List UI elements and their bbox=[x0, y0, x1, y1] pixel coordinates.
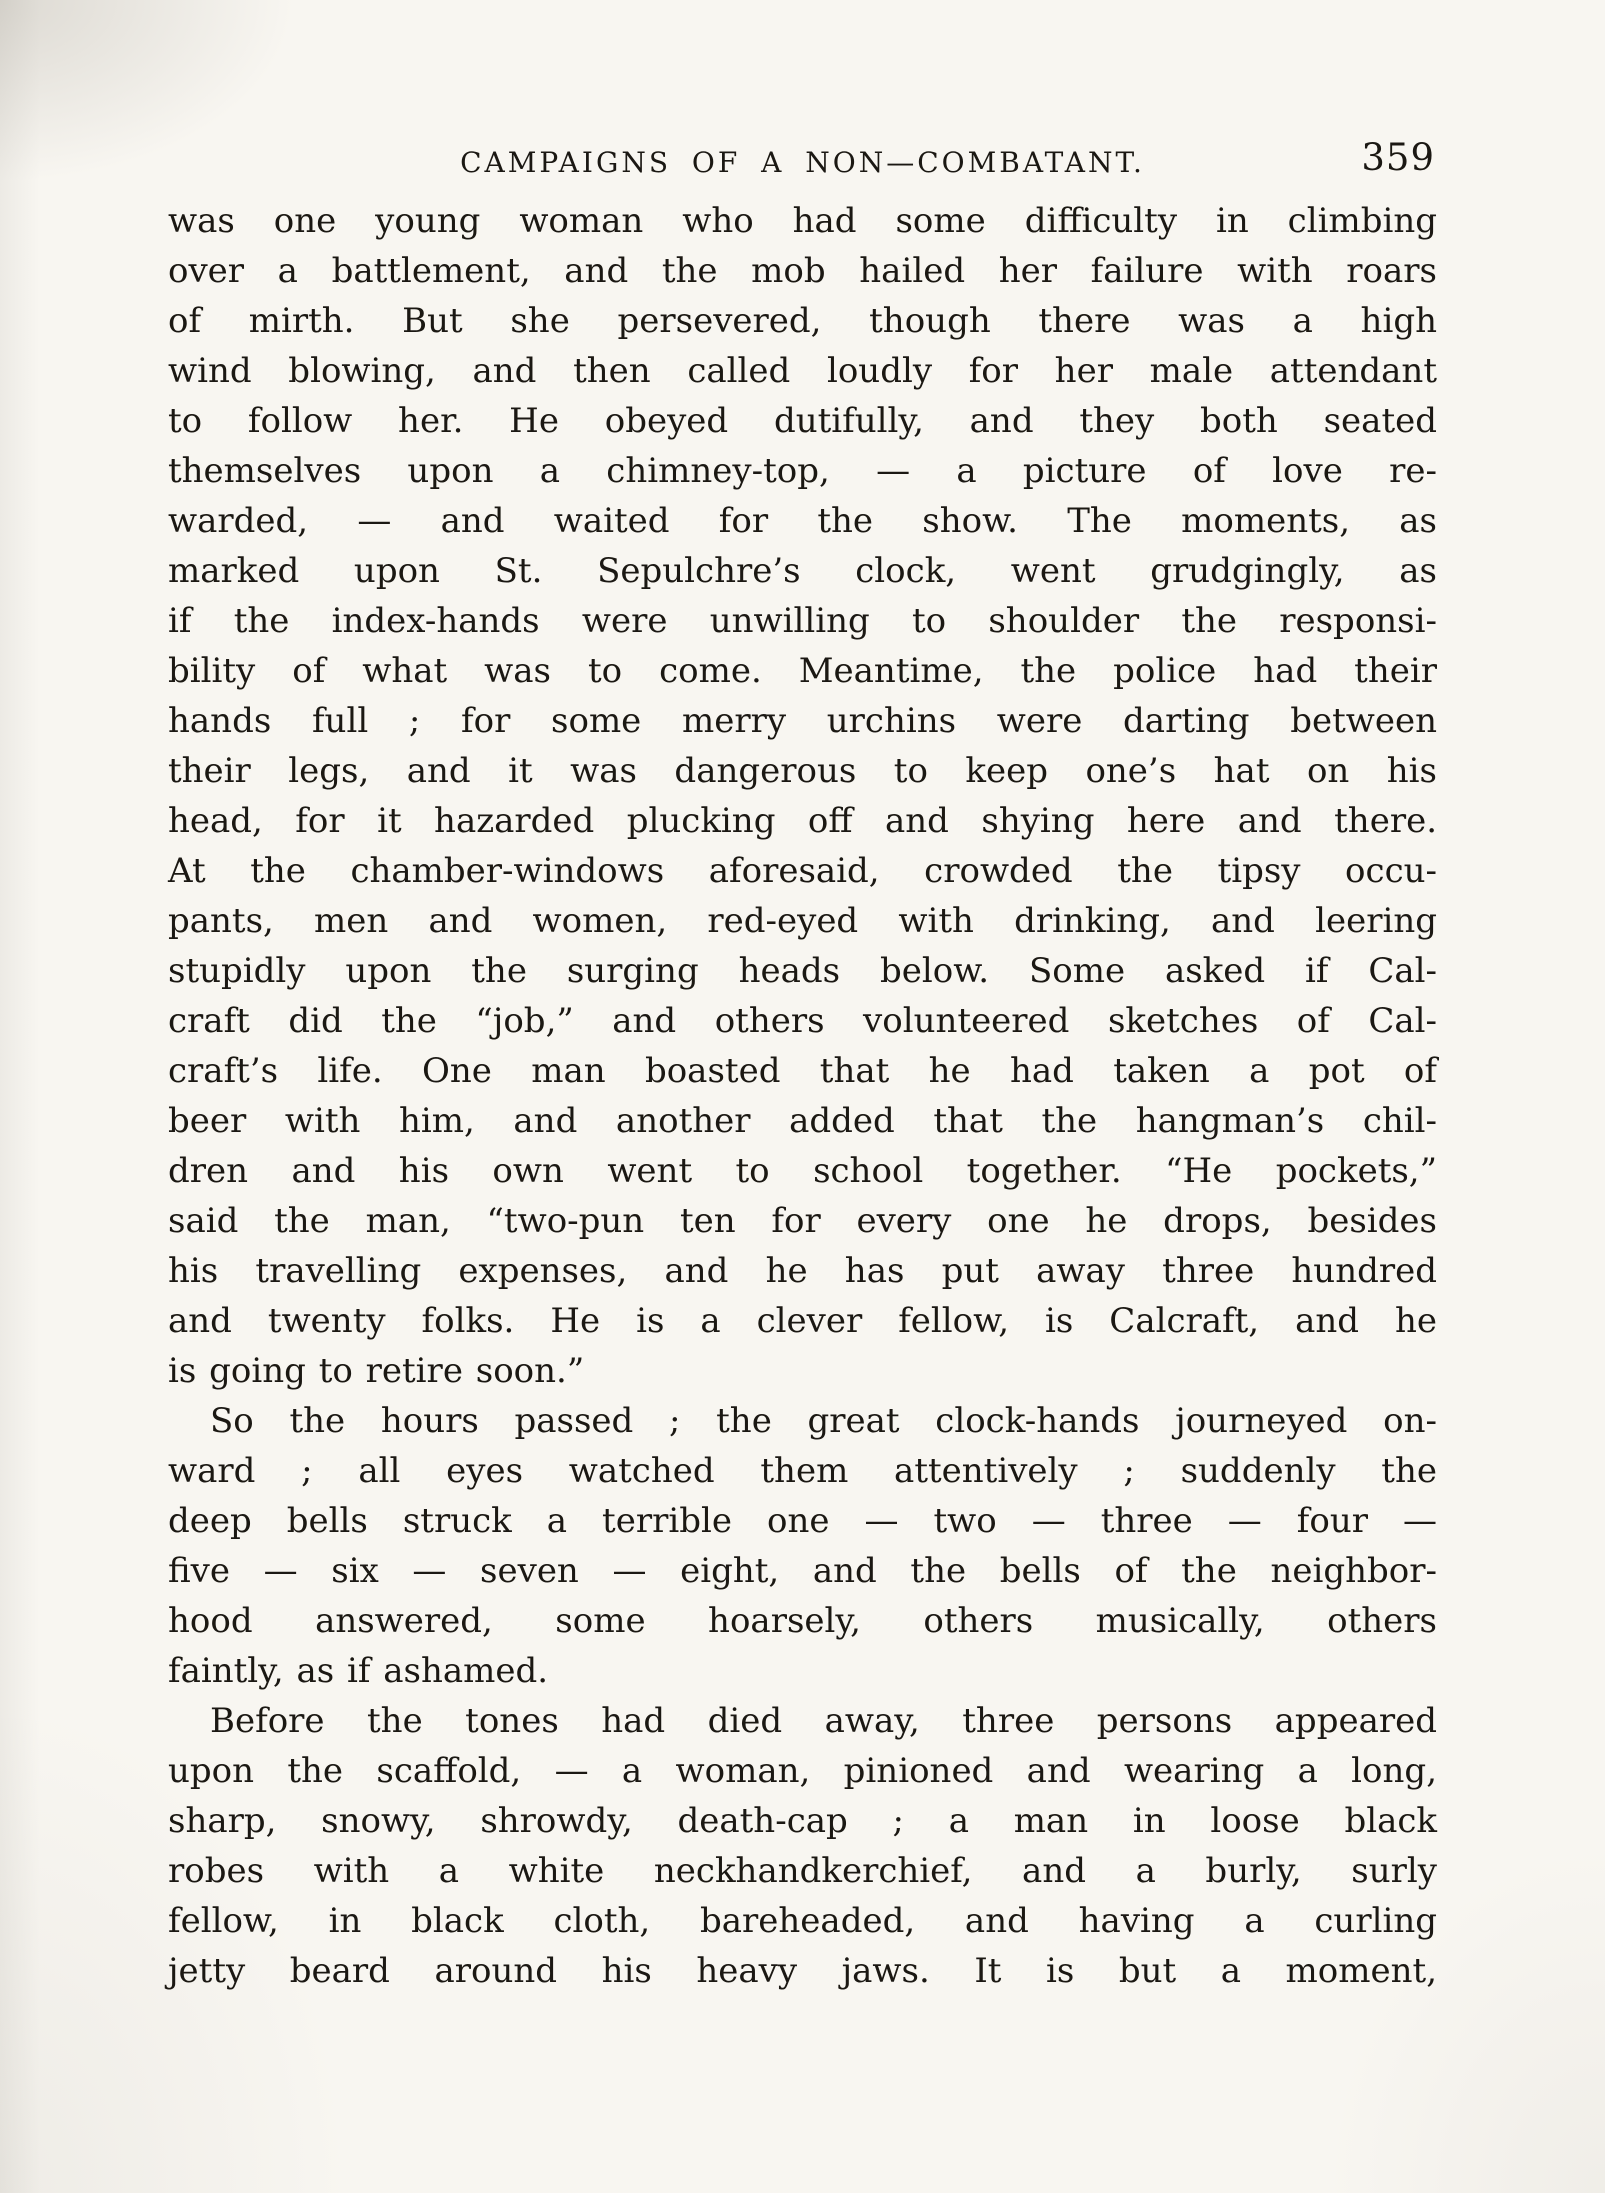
text-line: bility of what was to come. Meantime, the police had their bbox=[168, 651, 1437, 691]
text-line: pants, men and women, red-eyed with drinking, and leering bbox=[168, 901, 1437, 941]
text-line: is going to retire soon.” bbox=[168, 1351, 585, 1391]
text-line: robes with a white neckhandkerchief, and a burly, surly bbox=[168, 1851, 1437, 1891]
text-line: marked upon St. Sepulchre’s clock, went grudgingly, as bbox=[168, 551, 1437, 591]
text-line: of mirth. But she persevered, though there was a high bbox=[168, 301, 1437, 341]
text-line: to follow her. He obeyed dutifully, and they both seated bbox=[168, 401, 1437, 441]
text-line: their legs, and it was dangerous to keep one’s hat on his bbox=[168, 751, 1437, 791]
text-line: faintly, as if ashamed. bbox=[168, 1651, 549, 1691]
paragraph bbox=[168, 196, 1437, 1396]
text-line: his travelling expenses, and he has put away three hundred bbox=[168, 1251, 1437, 1291]
text-line: head, for it hazarded plucking off and shying here and there. bbox=[168, 801, 1437, 841]
text-line: was one young woman who had some difficulty in climbing bbox=[168, 201, 1437, 241]
text-line: deep bells struck a terrible one — two — three — four — bbox=[168, 1501, 1437, 1541]
running-header-title: CAMPAIGNS OF A NON—COMBATANT. bbox=[460, 146, 1145, 179]
page-body bbox=[168, 196, 1437, 1996]
text-line: fellow, in black cloth, bareheaded, and having a curling bbox=[168, 1901, 1437, 1941]
page-header bbox=[168, 136, 1437, 192]
text-line: five — six — seven — eight, and the bells of the neighbor- bbox=[168, 1551, 1437, 1591]
text-line: jetty beard around his heavy jaws. It is but a moment, bbox=[168, 1951, 1437, 1991]
text-line: ward ; all eyes watched them attentively ; suddenly the bbox=[168, 1451, 1437, 1491]
text-line: upon the scaffold, — a woman, pinioned and wearing a long, bbox=[168, 1751, 1437, 1791]
text-line: hands full ; for some merry urchins were darting between bbox=[168, 701, 1437, 741]
text-line: craft did the “job,” and others volunteered sketches of Cal- bbox=[168, 1001, 1437, 1041]
text-line: over a battlement, and the mob hailed her failure with roars bbox=[168, 251, 1437, 291]
text-line: said the man, “two-pun ten for every one he drops, besides bbox=[168, 1201, 1437, 1241]
paragraph bbox=[168, 1396, 1437, 1696]
text-line: craft’s life. One man boasted that he had taken a pot of bbox=[168, 1051, 1437, 1091]
text-line: wind blowing, and then called loudly for her male attendant bbox=[168, 351, 1437, 391]
text-line: themselves upon a chimney-top, — a picture of love re- bbox=[168, 451, 1437, 491]
text-line: At the chamber-windows aforesaid, crowded the tipsy occu- bbox=[168, 851, 1437, 891]
text-line: Before the tones had died away, three persons appeared bbox=[210, 1701, 1437, 1741]
text-line: if the index-hands were unwilling to shoulder the responsi- bbox=[168, 601, 1437, 641]
text-line: hood answered, some hoarsely, others musically, others bbox=[168, 1601, 1437, 1641]
text-line: beer with him, and another added that the hangman’s chil- bbox=[168, 1101, 1437, 1141]
text-line: and twenty folks. He is a clever fellow, is Calcraft, and he bbox=[168, 1301, 1437, 1341]
text-line: stupidly upon the surging heads below. Some asked if Cal- bbox=[168, 951, 1437, 991]
text-line: So the hours passed ; the great clock-hands journeyed on- bbox=[210, 1401, 1437, 1441]
paragraph bbox=[168, 1696, 1437, 1996]
text-line: sharp, snowy, shrowdy, death-cap ; a man in loose black bbox=[168, 1801, 1437, 1841]
page-number: 359 bbox=[1361, 136, 1435, 179]
text-line: dren and his own went to school together. “He pockets,” bbox=[168, 1151, 1437, 1191]
text-line: warded, — and waited for the show. The moments, as bbox=[168, 501, 1437, 541]
